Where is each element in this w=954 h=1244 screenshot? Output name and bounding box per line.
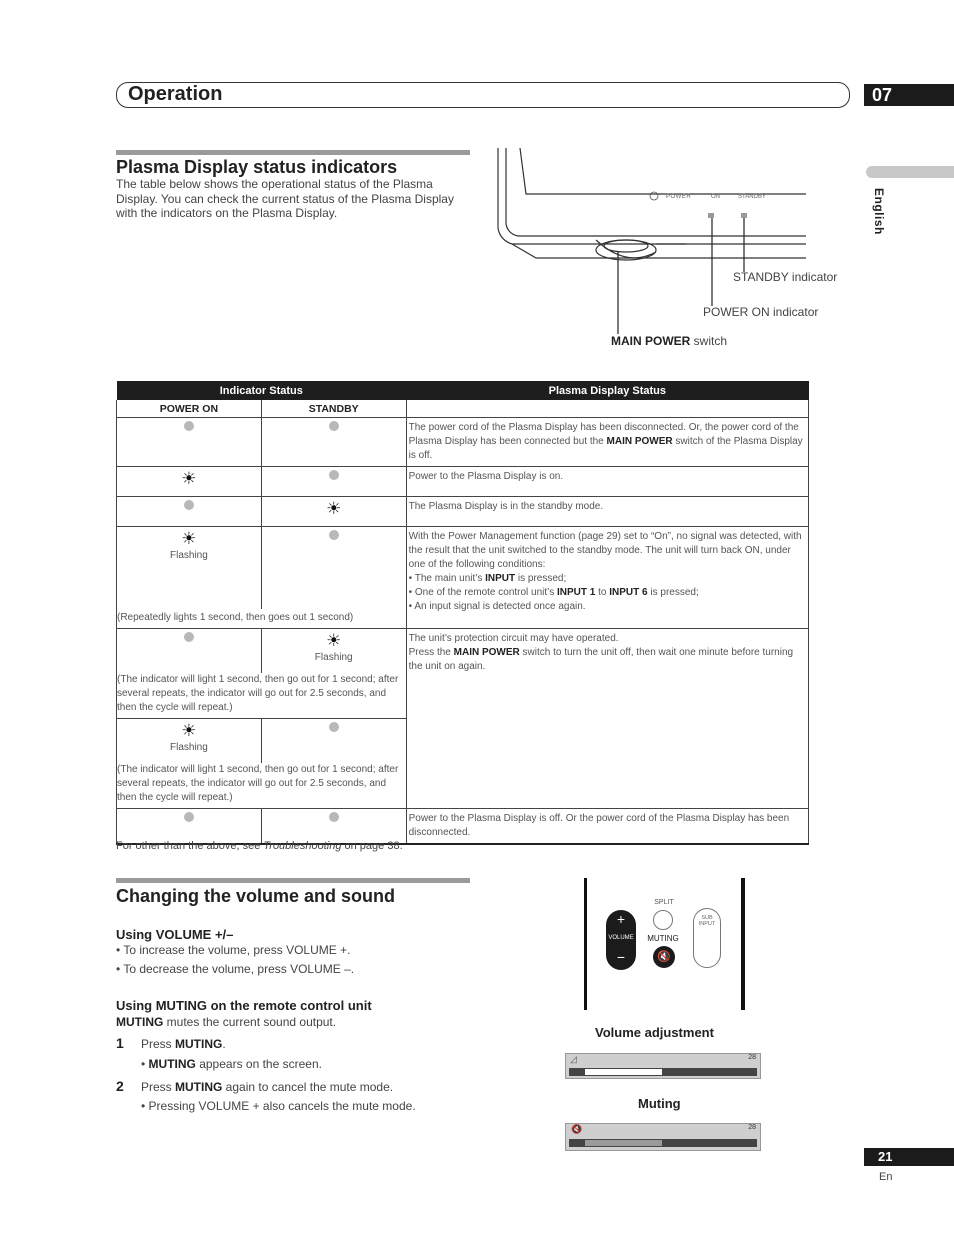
display-indicator-diagram (496, 148, 856, 358)
indicator-off-icon (184, 500, 194, 510)
indicator-lit-icon: ☀ (326, 499, 342, 518)
section-intro: The table below shows the operational status of the Plasma Display. You can check the current status of the Plasma Display with the indicators on the Plasma Display. (116, 177, 454, 220)
indicator-off-icon (329, 421, 339, 431)
status-desc-7: Power to the Plasma Display is off. Or the power cord of the Plasma Display has been disconnected. (406, 809, 808, 845)
muting-label: MUTING (647, 934, 679, 943)
power-on-led (708, 213, 714, 218)
standby-indicator-label: STANDBY indicator (733, 270, 838, 284)
muting-caption: Muting (638, 1096, 681, 1111)
indicator-off-icon (329, 470, 339, 480)
step-1-number: 1 (116, 1035, 124, 1051)
split-label: SPLIT (654, 899, 674, 906)
page-title: Operation (128, 83, 223, 105)
standby-led (741, 213, 747, 218)
indicator-flashing-icon: ☀ (326, 631, 342, 650)
volume-fill (585, 1069, 662, 1075)
panel-standby-label: STANDBY (738, 194, 766, 200)
indicator-off-icon (184, 632, 194, 642)
indicator-off-icon (329, 812, 339, 822)
section-title-status: Plasma Display status indicators (116, 157, 398, 177)
mute-icon: 🔇 (571, 1124, 583, 1134)
status-table: Indicator Status Plasma Display Status POWER ON STANDBY The power cord of the Plasma Display has been disconnected. Or, the power cord of the Plasma Display has been connected but the MAIN POWER switch of the Plasma Display is off. ☀ Power to the Plasma Display is on. ☀ The Plasma Display is in the standby mode. ☀ Flashing With the Power Management function (page 29) set to “On”, no signal was detected, with the result that the unit switched to the standby mode. The unit will turn back ON, under one of the following conditions: • The main unit’s INPUT is pressed; • One of the remote control unit’s INPUT 1 to INPUT 6 is pressed; • An input signal is detected once again. (Repeatedly lights 1 second, then goes out 1 second) ☀ Flashing The unit’s protection circuit may have operated. Press the MAIN POWER switch to turn the unit off, then wait one minute before turning the unit on again. (The indicator will light 1 second, then go out for 1 second; after several repeats, the indicator will go out for 2.5 seconds, and then the cycle will repeat.) ☀ Flashing (The indicator will light 1 second, then go out for 1 second; after several repeats, the indicator will go out for 2.5 seconds, and then the cycle will repeat.) Power to the Plasma Display is off. Or the power cord of the Plasma Display has been disconnected. (116, 381, 809, 845)
status-desc-4: With the Power Management function (page 29) set to “On”, no signal was detected, with the result that the unit switched to the standby mode. The unit will turn back ON, under one of the following conditions: • The main unit’s INPUT is pressed; • One of the remote control unit’s INPUT 1 to INPUT 6 is pressed; • An input signal is detected once again. (406, 527, 808, 629)
table-footnote: For other than the above, see Troubleshooting on page 38. (116, 840, 403, 852)
step-1-text: Press MUTING. (141, 1037, 226, 1051)
power-symbol-icon (650, 192, 658, 200)
flash-note-1: (Repeatedly lights 1 second, then goes out 1 second) (117, 609, 407, 629)
step-2-number: 2 (116, 1078, 124, 1094)
step-1-sub: • MUTING appears on the screen. (141, 1057, 322, 1071)
page-language: En (879, 1171, 893, 1183)
muting-intro: MUTING mutes the current sound output. (116, 1015, 337, 1029)
volume-adjustment-caption: Volume adjustment (595, 1025, 714, 1040)
mute-button-icon[interactable]: 🔇 (653, 946, 675, 968)
flash-note-3: (The indicator will light 1 second, then go out for 1 second; after several repeats, the indicator will go out for 2.5 seconds, and then the cycle will repeat.) (117, 763, 407, 809)
status-desc-2: Power to the Plasma Display is on. (406, 467, 808, 497)
step-2-text: Press MUTING again to cancel the mute mode. (141, 1080, 394, 1094)
header-bar (116, 82, 850, 108)
indicator-off-icon (184, 421, 194, 431)
power-on-indicator-label: POWER ON indicator (703, 305, 819, 319)
panel-power-label: POWER (666, 194, 692, 200)
muting-track (569, 1139, 757, 1147)
panel-on-label: ON (711, 194, 720, 200)
muting-fill (585, 1140, 662, 1146)
language-label: English (872, 188, 886, 235)
section-divider (116, 878, 470, 883)
col-power-on: POWER ON (117, 400, 262, 418)
flashing-label: Flashing (169, 550, 208, 561)
header-display-status: Plasma Display Status (406, 381, 808, 400)
chapter-number: 07 (864, 84, 954, 106)
indicator-off-icon (184, 812, 194, 822)
step-2-sub: • Pressing VOLUME + also cancels the mute mode. (141, 1099, 416, 1113)
flash-note-2: (The indicator will light 1 second, then go out for 1 second; after several repeats, the indicator will go out for 2.5 seconds, and then the cycle will repeat.) (117, 673, 407, 719)
muting-heading: Using MUTING on the remote control unit (116, 998, 372, 1013)
sub-input-label: SUB INPUT (698, 915, 716, 927)
status-desc-1: The power cord of the Plasma Display has been disconnected. Or, the power cord of the Plasma Display has been connected but the MAIN POWER switch of the Plasma Display is off. (406, 418, 808, 467)
remote-edge-right (741, 878, 745, 1010)
header-indicator-status: Indicator Status (117, 381, 407, 400)
muting-osd (565, 1123, 761, 1151)
page-number: 21 (864, 1148, 954, 1166)
indicator-off-icon (329, 722, 339, 732)
remote-edge-left (584, 878, 587, 1010)
volume-plus-label: + (616, 911, 626, 927)
volume-label: VOLUME (608, 935, 634, 941)
volume-heading: Using VOLUME +/– (116, 927, 234, 942)
section-title-volume: Changing the volume and sound (116, 886, 395, 906)
volume-minus-label: − (616, 949, 626, 965)
muting-value: 28 (748, 1124, 756, 1131)
volume-value: 28 (748, 1054, 756, 1061)
volume-track (569, 1068, 757, 1076)
col-standby: STANDBY (261, 400, 406, 418)
status-desc-3: The Plasma Display is in the standby mode. (406, 497, 808, 527)
indicator-lit-icon: ☀ (181, 469, 197, 488)
speaker-icon: ◿ (570, 1054, 577, 1064)
side-tab (866, 166, 954, 178)
split-button[interactable] (653, 910, 673, 930)
indicator-flashing-icon: ☀ (181, 529, 197, 548)
indicator-off-icon (329, 530, 339, 540)
volume-bullet-down: • To decrease the volume, press VOLUME –. (116, 962, 355, 976)
status-desc-5: The unit’s protection circuit may have operated. Press the MAIN POWER switch to turn the unit off, then wait one minute before turning the unit on again. (406, 629, 808, 809)
volume-bullet-up: • To increase the volume, press VOLUME +. (116, 943, 351, 957)
section-divider (116, 150, 470, 155)
main-power-switch-label: MAIN POWER switch (611, 334, 728, 348)
volume-osd (565, 1053, 761, 1079)
indicator-flashing-icon: ☀ (181, 721, 197, 740)
